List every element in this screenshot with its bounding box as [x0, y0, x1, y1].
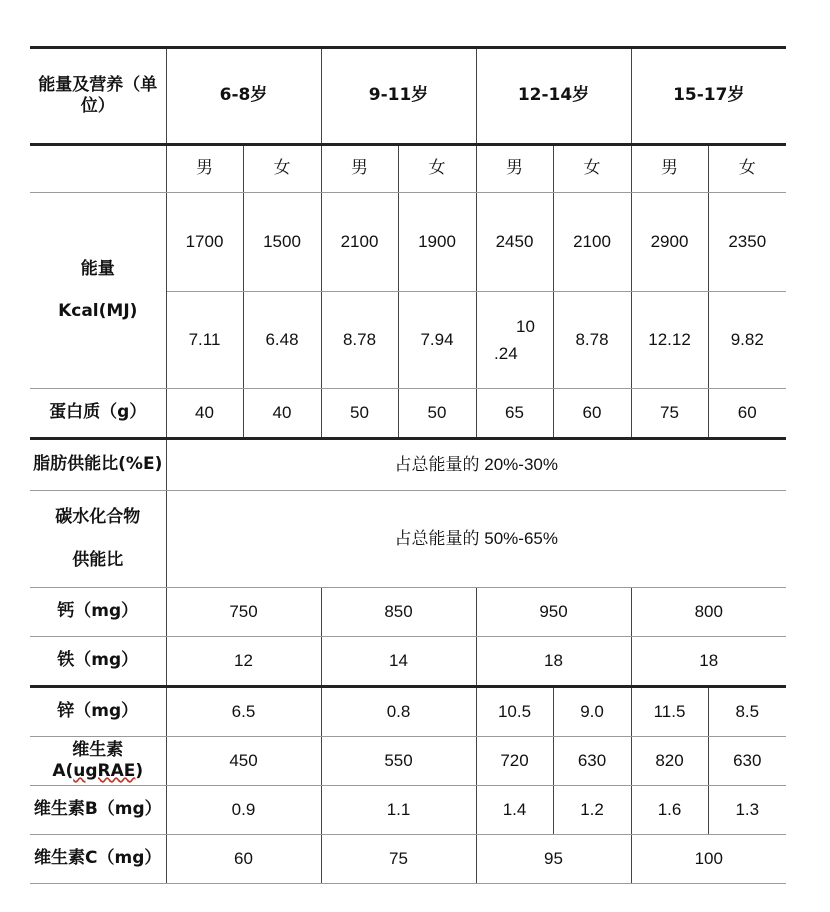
sex-row [30, 145, 786, 193]
energy-mj-cell: 8.78 [321, 292, 398, 389]
protein-cell: 60 [708, 389, 786, 439]
energy-mj-cell: 12.12 [631, 292, 708, 389]
carb-label-cell [30, 491, 166, 588]
vitamin-b-row [30, 786, 786, 835]
vitamin-a-cell: 630 [708, 737, 786, 786]
zinc-cell: 6.5 [166, 687, 321, 737]
vitamin-a-label-unit: ugRAE [73, 761, 136, 781]
energy-kcal-cell: 2350 [708, 193, 786, 292]
age-group-15-17: 15-17岁 [631, 48, 786, 145]
protein-row [30, 389, 786, 439]
calcium-cell: 800 [631, 588, 786, 637]
sex-cell: 男 [166, 145, 243, 193]
energy-mj-split-line1: 10 [516, 316, 535, 336]
vitamin-b-cell: 1.4 [476, 786, 553, 835]
zinc-cell: 11.5 [631, 687, 708, 737]
energy-kcal-cell: 2450 [476, 193, 553, 292]
vitamin-b-cell: 1.3 [708, 786, 786, 835]
calcium-cell: 950 [476, 588, 631, 637]
energy-kcal-cell: 1500 [243, 193, 321, 292]
vitamin-a-cell: 550 [321, 737, 476, 786]
protein-label: 蛋白质（g） [30, 389, 166, 439]
vitamin-b-label: 维生素B（mg） [30, 786, 166, 835]
energy-kcal-cell: 2900 [631, 193, 708, 292]
sex-cell: 男 [321, 145, 398, 193]
header-label-line2: 位） [80, 96, 115, 116]
energy-mj-cell: 7.94 [398, 292, 476, 389]
energy-mj-cell: 7.11 [166, 292, 243, 389]
vitamin-a-cell: 630 [553, 737, 631, 786]
vitamin-c-cell: 100 [631, 835, 786, 884]
vitamin-c-cell: 95 [476, 835, 631, 884]
energy-mj-split-line2: .24 [494, 344, 518, 363]
zinc-row [30, 687, 786, 737]
header-label-line1: 能量及营养（单 [38, 74, 158, 95]
energy-label-cell [30, 193, 166, 389]
vitamin-a-row [30, 737, 786, 786]
protein-cell: 40 [166, 389, 243, 439]
zinc-cell: 9.0 [553, 687, 631, 737]
energy-label-line2: Kcal(MJ) [58, 301, 138, 322]
iron-cell: 18 [631, 637, 786, 687]
carb-value: 占总能量的 50%-65% [166, 491, 786, 588]
vitamin-a-cell: 450 [166, 737, 321, 786]
energy-kcal-row [30, 193, 786, 292]
energy-mj-cell: 8.78 [553, 292, 631, 389]
carb-label-line2: 供能比 [72, 549, 124, 570]
energy-mj-cell-split [476, 292, 553, 389]
energy-mj-cell: 6.48 [243, 292, 321, 389]
calcium-label: 钙（mg） [30, 588, 166, 637]
zinc-label: 锌（mg） [30, 687, 166, 737]
sex-cell: 女 [708, 145, 786, 193]
vitamin-a-cell: 820 [631, 737, 708, 786]
vitamin-a-cell: 720 [476, 737, 553, 786]
protein-cell: 50 [321, 389, 398, 439]
sex-row-label-empty [30, 145, 166, 193]
iron-label: 铁（mg） [30, 637, 166, 687]
vitamin-b-cell: 1.1 [321, 786, 476, 835]
vitamin-c-row [30, 835, 786, 884]
age-group-9-11: 9-11岁 [321, 48, 476, 145]
energy-kcal-cell: 2100 [553, 193, 631, 292]
sex-cell: 男 [476, 145, 553, 193]
iron-cell: 14 [321, 637, 476, 687]
protein-cell: 40 [243, 389, 321, 439]
vitamin-b-cell: 1.6 [631, 786, 708, 835]
energy-kcal-cell: 2100 [321, 193, 398, 292]
vitamin-a-label-suffix: ) [135, 761, 144, 781]
fat-value: 占总能量的 20%-30% [166, 439, 786, 491]
sex-cell: 女 [398, 145, 476, 193]
calcium-row [30, 588, 786, 637]
age-group-12-14: 12-14岁 [476, 48, 631, 145]
protein-cell: 50 [398, 389, 476, 439]
calcium-cell: 750 [166, 588, 321, 637]
calcium-cell: 850 [321, 588, 476, 637]
energy-kcal-cell: 1900 [398, 193, 476, 292]
sex-cell: 女 [553, 145, 631, 193]
energy-mj-cell: 9.82 [708, 292, 786, 389]
carb-label-line1: 碳水化合物 [55, 507, 141, 528]
energy-kcal-cell: 1700 [166, 193, 243, 292]
energy-label-line1: 能量 [80, 258, 115, 279]
protein-cell: 75 [631, 389, 708, 439]
carb-row [30, 491, 786, 588]
sex-cell: 女 [243, 145, 321, 193]
iron-row [30, 637, 786, 687]
header-label-cell [30, 48, 166, 145]
iron-cell: 12 [166, 637, 321, 687]
age-group-6-8: 6-8岁 [166, 48, 321, 145]
zinc-cell: 10.5 [476, 687, 553, 737]
vitamin-a-label [30, 737, 166, 786]
vitamin-c-cell: 60 [166, 835, 321, 884]
protein-cell: 65 [476, 389, 553, 439]
vitamin-b-cell: 0.9 [166, 786, 321, 835]
fat-row [30, 439, 786, 491]
vitamin-c-cell: 75 [321, 835, 476, 884]
iron-cell: 18 [476, 637, 631, 687]
sex-cell: 男 [631, 145, 708, 193]
zinc-cell: 0.8 [321, 687, 476, 737]
nutrition-table [30, 46, 786, 884]
vitamin-c-label: 维生素C（mg） [30, 835, 166, 884]
fat-label: 脂肪供能比(%E) [30, 439, 166, 491]
header-row [30, 48, 786, 145]
vitamin-b-cell: 1.2 [553, 786, 631, 835]
protein-cell: 60 [553, 389, 631, 439]
zinc-cell: 8.5 [708, 687, 786, 737]
vitamin-a-label-prefix: 维生素A( [52, 739, 124, 781]
